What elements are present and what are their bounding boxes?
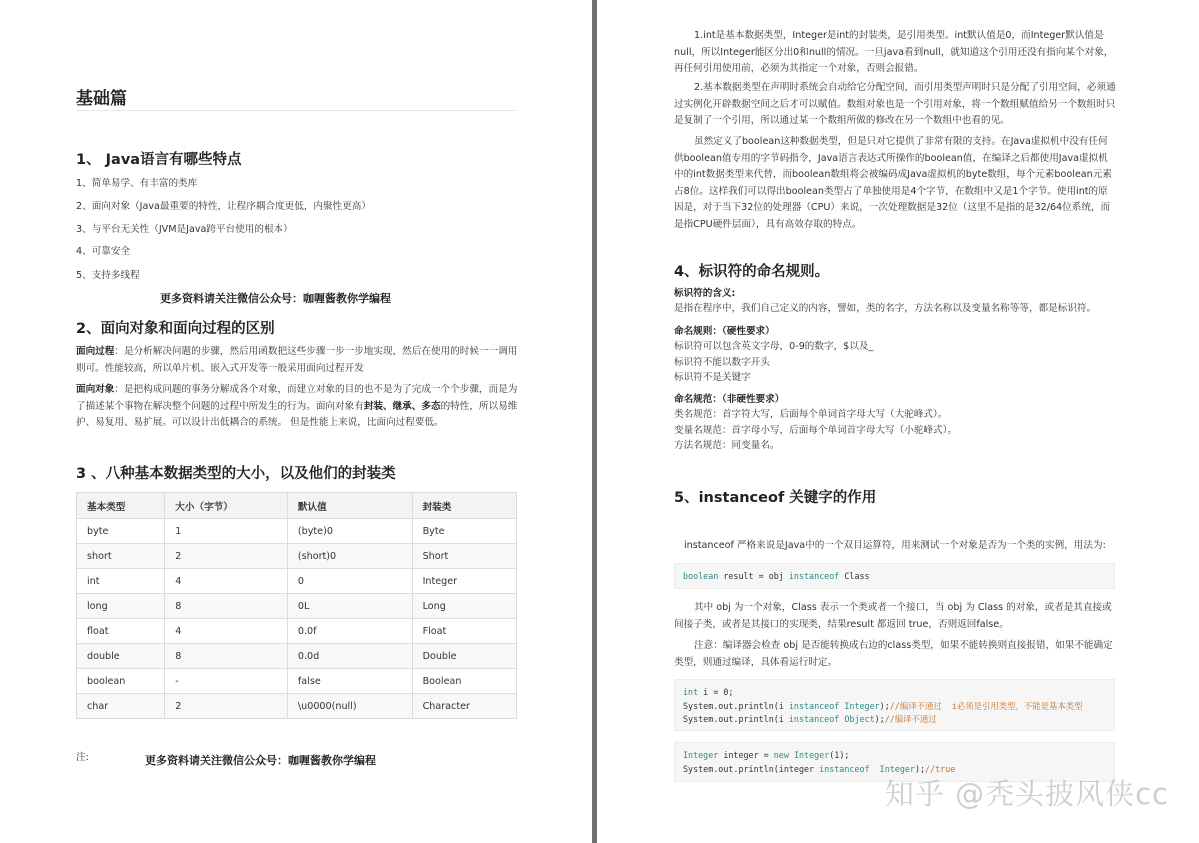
feature-item: 1、简单易学、有丰富的类库: [76, 178, 198, 189]
oo-features: 封装、继承、多态: [363, 400, 441, 412]
table-cell: boolean: [77, 669, 165, 694]
table-row: [77, 519, 517, 544]
table-row: [77, 694, 517, 719]
table-header: 默认值: [287, 493, 412, 519]
code-token: boolean: [683, 571, 719, 581]
table-cell: long: [77, 594, 165, 619]
soft-rule-item: 变量名规范：首字母小写，后面每个单词首字母大写（小驼峰式）。: [674, 425, 958, 436]
paragraph-boolean: 虽然定义了boolean这种数据类型，但是只对它提供了非常有限的支持。在Java虚拟机中没有任何供boolean值专用的字节码指令，Java语言表达式所操作的boolean值，在编译之后都使用Java虚拟机中的int数据类型来代替，而boolean数组将会被编码成Java虚拟机的byte数组，每个元素boolean元素占8位。这样我们可以得出boolean类型占了单独使用是4个字节，在数组中又是1个字节。使用int的原因是，对于当下32位的处理器（CPU）来说，一次处理数据是32位（这里不是指的是32/64位系统，而是指CPU硬件层面），具有高效存取的特点。: [674, 136, 1112, 230]
table-header: 大小（字节）: [165, 493, 288, 519]
hard-rules-title: 命名规则：（硬性要求）: [674, 326, 775, 337]
code-token: result = obj: [718, 571, 789, 581]
table-cell: (short)0: [287, 544, 412, 569]
soft-rule-item: 类名规范：首字符大写，后面每个单词首字母大写（大驼峰式）。: [674, 409, 948, 420]
zhihu-watermark: 知乎 @秃头披风侠cc: [884, 777, 1169, 811]
table-header: 基本类型: [77, 493, 165, 519]
section-title: 基础篇: [76, 89, 127, 109]
table-cell: Character: [412, 694, 516, 719]
table-cell: Double: [412, 644, 516, 669]
table-cell: 0.0f: [287, 619, 412, 644]
heading-primitive-types: 3 、八种基本数据类型的大小，以及他们的封装类: [76, 466, 396, 482]
code-token: System.out.println(i: [683, 700, 789, 711]
hard-rule-item: 标识符可以包含英文字母，0-9的数字，$以及_: [674, 341, 874, 352]
table-cell: byte: [77, 519, 165, 544]
table-cell: -: [165, 669, 288, 694]
feature-item: 4、可靠安全: [76, 246, 131, 257]
instanceof-note: 注意：编译器会检查 obj 是否能转换成右边的class类型，如果不能转换则直接报错，如果不能确定类型，则通过编译，具体看运行时定。: [674, 640, 1113, 668]
code-token: instanceof: [819, 763, 870, 774]
code-token: Integer: [869, 763, 915, 774]
note-label: 注:: [76, 752, 89, 763]
table-cell: 4: [165, 569, 288, 594]
table-cell: short: [77, 544, 165, 569]
feature-item: 5、支持多线程: [76, 270, 140, 281]
code-token: Class: [839, 571, 870, 581]
code-token: i = 0;: [698, 687, 734, 697]
code-comment: //编译不通过 i必须是引用类型，不能是基本类型: [889, 700, 1083, 711]
code-token: Integer: [788, 750, 830, 760]
hard-rule-item: 标识符不能以数字开头: [674, 357, 770, 368]
code-token: new: [773, 750, 789, 760]
table-cell: int: [77, 569, 165, 594]
table-cell: 0.0d: [287, 644, 412, 669]
code-token: integer =: [718, 750, 774, 760]
table-cell: false: [287, 669, 412, 694]
table-row: [77, 669, 517, 694]
wechat-notice: 更多资料请关注微信公众号：咖喱酱教你学编程: [160, 292, 391, 305]
heading-identifier-rules: 4、标识符的命名规则。: [674, 264, 830, 280]
code-token: );: [914, 763, 926, 774]
soft-rules-title: 命名规范：（非硬性要求）: [674, 394, 785, 405]
identifier-meaning-title: 标识符的含义:: [674, 288, 736, 299]
code-token: System.out.println(integer: [683, 763, 820, 774]
code-token: instanceof: [788, 700, 840, 711]
code-comment: //true: [925, 763, 956, 774]
right-page: [597, 0, 1199, 843]
code-token: int: [683, 687, 699, 697]
title-divider: [76, 110, 516, 111]
table-cell: 2: [165, 544, 288, 569]
table-cell: Integer: [412, 569, 516, 594]
term-object-oriented: 面向对象: [76, 384, 115, 395]
feature-item: 2、面向对象（Java最重要的特性，让程序耦合度更低，内聚性更高）: [76, 201, 371, 212]
instanceof-intro: instanceof 严格来说是Java中的一个双目运算符，用来测试一个对象是否为一个类的实例，用法为:: [684, 540, 1106, 551]
code-token: Integer: [839, 700, 880, 711]
primitive-types-table: [76, 492, 517, 719]
hard-rule-item: 标识符不是关键字: [674, 372, 751, 383]
code-token: instanceof: [788, 571, 840, 581]
table-cell: double: [77, 644, 165, 669]
code-token: );: [879, 700, 890, 711]
table-row: [77, 594, 517, 619]
table-cell: (byte)0: [287, 519, 412, 544]
heading-java-features: 1、 Java语言有哪些特点: [76, 152, 242, 168]
table-cell: \u0000(null): [287, 694, 412, 719]
table-cell: Boolean: [412, 669, 516, 694]
code-comment: //编译不通过: [884, 714, 937, 724]
table-cell: float: [77, 619, 165, 644]
procedural-text: ：是分析解决问题的步骤，然后用函数把这些步骤一步一步地实现，然后在使用的时候一一调用则可。性能较高，所以单片机、嵌入式开发等一般采用面向过程开发: [76, 346, 518, 374]
table-header-row: [77, 493, 517, 519]
term-procedural: 面向过程: [76, 346, 115, 357]
oo-text-a: ：是把构成问题的事务分解成各个对象，而建立对象的目的也不是为了完成一个个步骤，而是为了描述某个事物在解决整个问题的过程中所发生的行为。面向对象有: [76, 384, 518, 412]
table-cell: Short: [412, 544, 516, 569]
heading-oop-vs-pop: 2、面向对象和面向过程的区别: [76, 321, 275, 337]
paragraph-object-oriented: [76, 382, 518, 432]
left-page: [0, 0, 592, 843]
code-token: Object: [839, 714, 875, 724]
soft-rule-item: 方法名规范：同变量名。: [674, 440, 780, 451]
table-row: [77, 644, 517, 669]
table-cell: 1: [165, 519, 288, 544]
table-cell: Byte: [412, 519, 516, 544]
table-cell: 8: [165, 644, 288, 669]
table-cell: Long: [412, 594, 516, 619]
paragraph-int-integer: 1.int是基本数据类型，Integer是int的封装类，是引用类型。int默认值是0，而Integer默认值是null，所以Integer能区分出0和null的情况。一旦java看到null，就知道这个引用还没有指向某个对象，再任何引用使用前，必须为其指定一个对象，否则会报错。: [674, 30, 1114, 74]
oo-text-b: 的特性，所以易维护、易复用、易扩展。可以设计出低耦合的系统。 但是性能上来说，比面向过程要低。: [76, 400, 518, 428]
identifier-meaning-text: 是指在程序中，我们自己定义的内容，譬如，类的名字，方法名称以及变量名称等等，都是标识符。: [674, 303, 1097, 314]
code-token: Integer: [683, 750, 719, 760]
table-row: [77, 569, 517, 594]
code-token: System.out.println(i: [683, 714, 789, 724]
code-block-syntax: [674, 563, 1115, 589]
paragraph-primitive-vs-reference: 2.基本数据类型在声明时系统会自动给它分配空间，而引用类型声明时只是分配了引用空间，必须通过实例化开辟数据空间之后才可以赋值。数组对象也是一个引用对象，将一个数组赋值给另一个数组时只是复制了一个引用，所以通过某一个数组所做的修改在另一个数组中也看的见。: [674, 82, 1116, 126]
table-row: [77, 544, 517, 569]
table-header: 封装类: [412, 493, 516, 519]
table-cell: char: [77, 694, 165, 719]
table-cell: 2: [165, 694, 288, 719]
table-row: [77, 619, 517, 644]
feature-item: 3、与平台无关性（JVM是Java跨平台使用的根本）: [76, 224, 293, 235]
heading-instanceof: 5、instanceof 关键字的作用: [674, 490, 877, 506]
code-token: (1);: [829, 750, 850, 760]
wechat-notice-bottom: 更多资料请关注微信公众号：咖喱酱教你学编程: [145, 754, 376, 767]
table-cell: Float: [412, 619, 516, 644]
table-cell: 0L: [287, 594, 412, 619]
instanceof-explanation: 其中 obj 为一个对象，Class 表示一个类或者一个接口，当 obj 为 Class 的对象，或者是其直接或间接子类，或者是其接口的实现类，结果result 都返回 true，否则返回false。: [674, 602, 1112, 630]
code-token: instanceof: [788, 714, 840, 724]
paragraph-procedural: [76, 344, 518, 377]
code-token: );: [874, 714, 885, 724]
table-cell: 4: [165, 619, 288, 644]
code-block-compile-errors: [674, 679, 1115, 731]
table-cell: 0: [287, 569, 412, 594]
table-cell: 8: [165, 594, 288, 619]
